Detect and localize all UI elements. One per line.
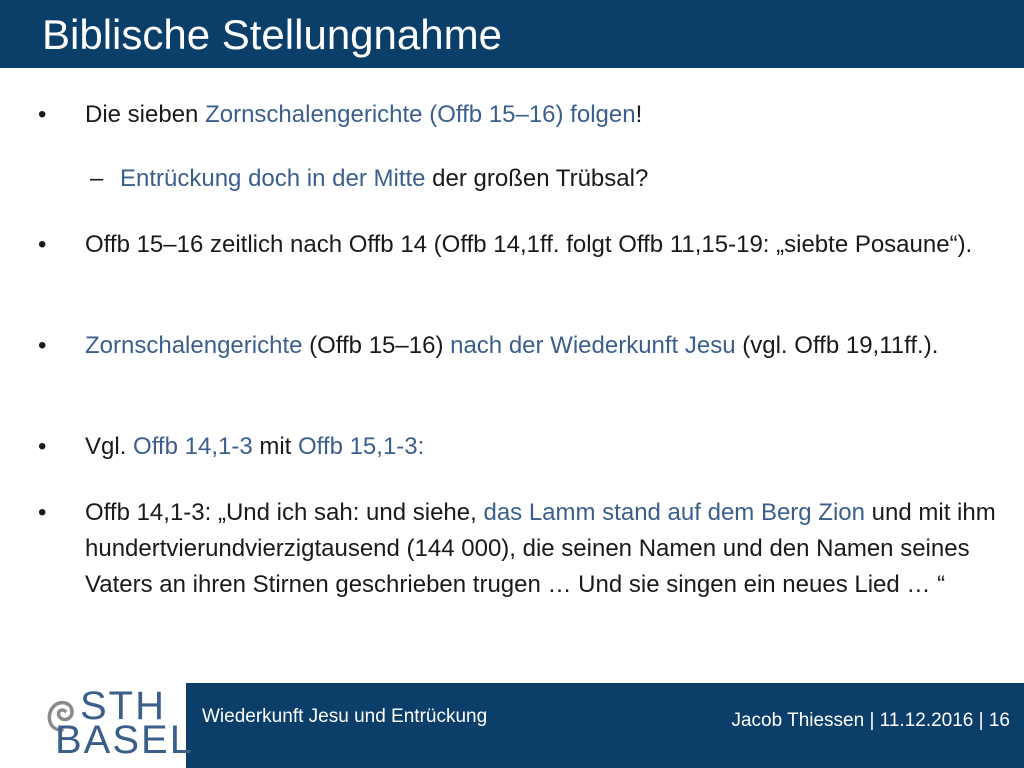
highlighted-text: nach der Wiederkunft Jesu [450,332,736,359]
bullet-text [85,328,1015,364]
bullet-marker: • [38,499,47,526]
bullet-text [85,227,1015,263]
text-segment: der großen Trübsal? [425,165,649,192]
text-segment: (vgl. Offb 19,11ff.). [735,332,939,359]
bullet-text [85,429,1015,465]
highlighted-text: Offb 15,1-3: [298,433,425,460]
bullet-text [85,97,1015,133]
dash-marker: – [90,165,104,192]
text-segment: ! [635,101,643,128]
text-segment: (Offb 15–16) [302,332,451,359]
title-bar [0,0,1024,68]
text-segment: Offb 15–16 zeitlich nach Offb 14 (Offb 14,1ff. folgt Offb 11,15-19: „siebte Posaune“). [85,231,973,258]
highlighted-text: das Lamm stand auf dem Berg Zion [483,499,865,526]
logo-text-basel: BASEL [55,718,194,762]
highlighted-text: Zornschalengerichte [85,332,303,359]
text-segment: Vgl. [85,433,134,460]
slide-title: Biblische Stellungnahme [42,11,502,58]
highlighted-text: Entrückung doch in der Mitte [120,165,426,192]
bullet-marker: • [38,101,47,128]
text-segment: Die sieben [85,101,206,128]
bullet-text [85,495,1015,603]
text-segment: und mit ihm hundertvierundvierzigtausend (144 000), die seinen Namen und den Namen seines Vaters an ihren Stirnen geschrieben trugen … Und sie singen ein neues Lied … “ [85,499,996,598]
logo-text-sth: STH [80,684,166,728]
text-segment: mit [252,433,298,460]
text-segment: Offb 14,1-3: „Und ich sah: und siehe, [85,499,484,526]
bullet-text [120,161,1010,197]
footer-author-date-page: Jacob Thiessen | 11.12.2016 | 16 [731,710,1010,731]
footer-topic: Wiederkunft Jesu und Entrückung [202,706,488,727]
bullet-marker: • [38,433,47,460]
bullet-marker: • [38,332,47,359]
bullet-marker: • [38,231,47,258]
highlighted-text: Offb 14,1-3 [133,433,253,460]
highlighted-text: Zornschalengerichte (Offb 15–16) folgen [205,101,636,128]
